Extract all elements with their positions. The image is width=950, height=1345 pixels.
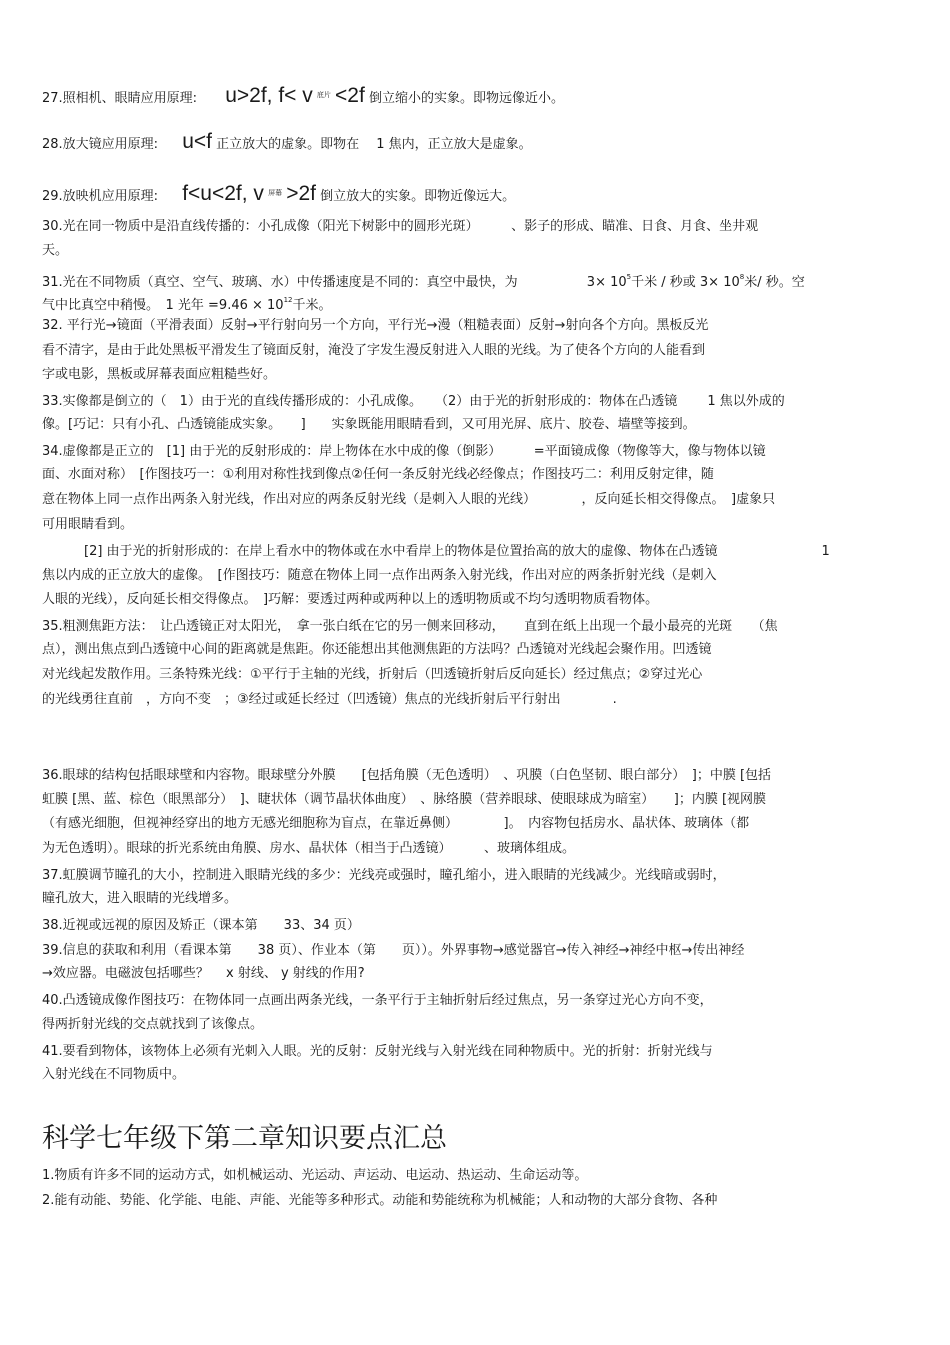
item-37-line-1: 37.虹膜调节瞳孔的大小，控制进入眼睛光线的多少：光线亮或强时，瞳孔缩小，进入眼睛的光线减少。光线暗或弱时， bbox=[42, 868, 726, 883]
item-29: 29.放映机应用原理: f<u<2f, v $^{屏幕}$ >2f 倒立放大的实象。即物近像远大。 bbox=[42, 182, 516, 205]
item-33-line-1: 33.实像都是倒立的（ 1）由于光的直线传播形成的：小孔成像。 （2）由于光的折射形成的：物体在凸透镜 1 焦以外成的 bbox=[42, 394, 785, 409]
item-30-line-1: 30.光在同一物质中是沿直线传播的：小孔成像（阳光下树影中的圆形光斑） 、影子的形成、瞄准、日食、月食、坐井观 bbox=[42, 219, 759, 234]
item-36-line-2: 虹膜 [黑、蓝、棕色（眼黑部分） ]、睫状体（调节晶状体曲度） 、脉络膜（营养眼球、使眼球成为暗室） ]；内膜 [视网膜 bbox=[42, 792, 767, 807]
item-35-line-4: 的光线勇往直前 ，方向不变 ；③经过或延长经过（凹透镜）焦点的光线折射后平行射出 . bbox=[42, 692, 617, 707]
item-37-line-2: 瞳孔放大，进入眼睛的光线增多。 bbox=[42, 891, 238, 906]
item-32-line-2: 看不清字，是由于此处黑板平滑发生了镜面反射，淹没了字发生漫反射进入人眼的光线。为了使各个方向的人能看到 bbox=[42, 343, 706, 358]
item-38: 38.近视或远视的原因及矫正（课本第 33、34 页） bbox=[42, 918, 360, 933]
item-35-line-2: 点），测出焦点到凸透镜中心间的距离就是焦距。你还能想出其他测焦距的方法吗？凸透镜对光线起会聚作用。凹透镜 bbox=[42, 642, 712, 657]
item-32-line-3: 字或电影，黑板或屏幕表面应粗糙些好。 bbox=[42, 367, 277, 382]
item-34b-line-3: 人眼的光线），反向延长相交得像点。 ]巧解：要透过两种或两种以上的透明物质或不均匀透明物质看物体。 bbox=[42, 592, 659, 607]
item-36-line-3: （有感光细胞，但视神经穿出的地方无感光细胞称为盲点，在靠近鼻侧） ]。 内容物包括房水、晶状体、玻璃体（都 bbox=[42, 816, 750, 831]
item-39-line-1: 39.信息的获取和利用（看课本第 38 页）、作业本（第 页））。外界事物→感觉器官→传入神经→神经中枢→传出神经 bbox=[42, 943, 745, 958]
item-34-line-4: 可用眼睛看到。 bbox=[42, 517, 134, 532]
item-34b-line-2: 焦以内成的正立放大的虚像。 [作图技巧：随意在物体上同一点作出两条入射光线，作出对应的两条折射光线（是刺入 bbox=[42, 568, 717, 583]
item-30-line-2: 天。 bbox=[42, 243, 69, 258]
item-35-line-1: 35.粗测焦距方法： 让凸透镜正对太阳光， 拿一张白纸在它的另一侧来回移动， 直到在纸上出现一个最小最亮的光斑 （焦 bbox=[42, 619, 778, 634]
item-35-line-3: 对光线起发散作用。三条特殊光线：①平行于主轴的光线，折射后（凹透镜折射后反向延长）经过焦点；②穿过光心 bbox=[42, 667, 703, 682]
item-36-line-4: 为无色透明）。眼球的折光系统由角膜、房水、晶状体（相当于凸透镜） 、玻璃体组成。 bbox=[42, 841, 576, 856]
item-34-line-2: 面、水面对称） [作图技巧一：①利用对称性找到像点②任何一条反射光线必经像点；作图技巧二：利用反射定律，随 bbox=[42, 467, 714, 482]
item-34-line-1: 34.虚像都是正立的 [1] 由于光的反射形成的：岸上物体在水中成的像（倒影） =平面镜成像（物像等大，像与物体以镜 bbox=[42, 444, 766, 459]
ch2-item-2: 2.能有动能、势能、化学能、电能、声能、光能等多种形式。动能和势能统称为机械能；人和动物的大部分食物、各种 bbox=[42, 1193, 718, 1208]
item-41-line-1: 41.要看到物体，该物体上必须有光刺入人眼。光的反射：反射光线与入射光线在同种物质中。光的折射：折射光线与 bbox=[42, 1044, 713, 1059]
item-34-line-3: 意在物体上同一点作出两条入射光线，作出对应的两条反射光线（是刺入人眼的光线） ，反向延长相交得像点。 ]虚象只 bbox=[42, 492, 776, 507]
item-41-line-2: 入射光线在不同物质中。 bbox=[42, 1067, 186, 1082]
item-40-line-2: 得两折射光线的交点就找到了该像点。 bbox=[42, 1017, 264, 1032]
item-40-line-1: 40.凸透镜成像作图技巧：在物体同一点画出两条光线，一条平行于主轴折射后经过焦点，另一条穿过光心方向不变， bbox=[42, 993, 713, 1008]
item-31-line-1: 31.光在不同物质（真空、空气、玻璃、水）中传播速度是不同的：真空中最快，为 $3\times 10^5$千米 / 秒或 $3\times 10^8$米/ 秒。空 bbox=[42, 273, 805, 290]
item-28: 28.放大镜应用原理: u<f 正立放大的虚象。即物在 1 焦内，正立放大是虚象。 bbox=[42, 130, 532, 153]
item-32-line-1: 32. 平行光→镜面（平滑表面）反射→平行射向另一个方向，平行光→漫（粗糙表面）反射→射向各个方向。黑板反光 bbox=[42, 318, 709, 333]
ch2-item-1: 1.物质有许多不同的运动方式，如机械运动、光运动、声运动、电运动、热运动、生命运动等。 bbox=[42, 1168, 588, 1183]
item-34b-line-1: [2] 由于光的折射形成的：在岸上看水中的物体或在水中看岸上的物体是位置抬高的放大的虚像、物体在凸透镜 1 bbox=[84, 544, 830, 559]
section-heading: 科学七年级下第二章知识要点汇总 bbox=[42, 1123, 447, 1154]
item-36-line-1: 36.眼球的结构包括眼球壁和内容物。眼球壁分外膜 [包括角膜（无色透明） 、巩膜（白色坚韧、眼白部分） ]；中膜 [包括 bbox=[42, 768, 772, 783]
item-39-line-2: →效应器。电磁波包括哪些？ x 射线、 y 射线的作用? bbox=[42, 966, 365, 981]
item-31-line-2: 气中比真空中稍慢。 1 光年 $=9.46 \times 10^{12}$千米。 bbox=[42, 296, 332, 313]
item-33-line-2: 像。[巧记：只有小孔、凸透镜能成实象。 ] 实象既能用眼睛看到，又可用光屏、底片、胶卷、墙壁等接到。 bbox=[42, 417, 696, 432]
item-27: 27.照相机、眼睛应用原理: u>2f, f< v $^{底片}$ <2f 倒立缩小的实象。即物远像近小。 bbox=[42, 84, 564, 107]
